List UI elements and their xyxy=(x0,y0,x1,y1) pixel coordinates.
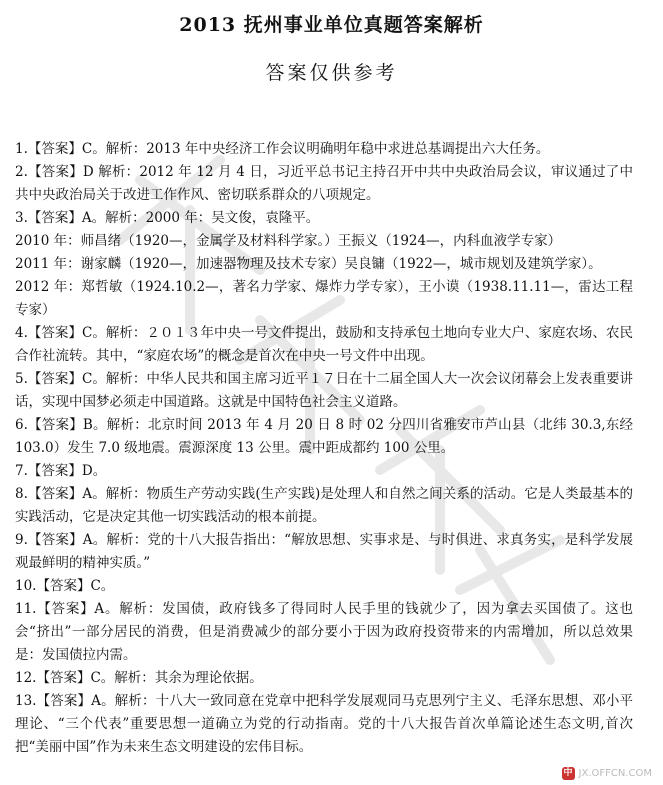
page-subtitle: 答案仅供参考 xyxy=(265,62,398,84)
answer-paragraph: 7.【答案】D。 xyxy=(15,463,107,479)
page-title: 2013 抚州事业单位真题答案解析 xyxy=(179,14,484,36)
answer-paragraph: 2011 年：谢家麟（1920—，加速器物理及技术专家）吴良镛（1922—，城市规划及建筑学家）。 xyxy=(15,256,602,272)
answer-paragraph: 9.【答案】A。解析：党的十八大报告指出：“解放思想、实事求是、与时俱进、求真务实，是科学发展观最鲜明的精神实质。” xyxy=(15,532,633,571)
brand-logo-icon: 中 xyxy=(563,768,573,778)
site-brand-stamp xyxy=(559,766,655,781)
answer-paragraph: 2012 年：郑哲敏（1924.10.2—，著名力学家、爆炸力学专家），王小谟（1938.11.11—，雷达工程专家） xyxy=(15,279,633,318)
answer-paragraph: 11.【答案】A。解析：发国债，政府钱多了得同时人民手里的钱就少了，因为拿去买国债了。这也会“挤出”一部分居民的消费，但是消费减少的部分要小于因为政府投资带来的内需增加，所以总效果是：发国债拉内需。 xyxy=(15,601,633,663)
answer-paragraph: 3.【答案】A。解析：2000 年：吴文俊，袁隆平。 xyxy=(15,210,320,226)
answer-paragraph: 8.【答案】A。解析：物质生产劳动实践(生产实践)是处理人和自然之间关系的活动。它是人类最基本的实践活动，它是决定其他一切实践活动的根本前提。 xyxy=(15,486,633,525)
answer-paragraph: 12.【答案】C。解析：其余为理论依据。 xyxy=(15,670,263,686)
answer-paragraph: 6.【答案】B。解析：北京时间 2013 年 4 月 20 日 8 时 02 分四川省雅安市芦山县（北纬 30.3,东经 103.0）发生 7.0 级地震。震源深度 13 公里。震中距成都约 100 公里。 xyxy=(15,417,633,456)
answer-paragraph: 5.【答案】C。解析：中华人民共和国主席习近平１７日在十二届全国人大一次会议闭幕会上发表重要讲话，实现中国梦必须走中国道路。这就是中国特色社会主义道路。 xyxy=(15,371,633,410)
answer-paragraph: 13.【答案】A。解析：十八大一致同意在党章中把科学发展观同马克思列宁主义、毛泽东思想、邓小平理论、“三个代表”重要思想一道确立为党的行动指南。党的十八大报告首次单篇论述生态文明,首次把“美丽中国”作为未来生态文明建设的宏伟目标。 xyxy=(15,693,633,755)
answer-paragraph: 1.【答案】C。解析：2013 年中央经济工作会议明确明年稳中求进总基调提出六大任务。 xyxy=(15,141,550,157)
answer-paragraph: 2010 年：师昌绪（1920—，金属学及材料科学家。）王振义（1924—，内科血液学专家） xyxy=(15,233,562,249)
answer-list xyxy=(15,138,633,759)
answer-paragraph: 2.【答案】D 解析：2012 年 12 月 4 日，习近平总书记主持召开中共中央政治局会议，审议通过了中共中央政治局关于改进工作作风、密切联系群众的八项规定。 xyxy=(15,164,633,203)
answer-paragraph: 10.【答案】C。 xyxy=(15,578,115,594)
answer-paragraph: 4.【答案】C。解析：２０１３年中央一号文件提出，鼓励和支持承包土地向专业大户、家庭农场、农民合作社流转。其中，“家庭农场”的概念是首次在中央一号文件中出现。 xyxy=(15,325,633,364)
brand-domain: JX.OFFCN.COM xyxy=(578,768,652,779)
